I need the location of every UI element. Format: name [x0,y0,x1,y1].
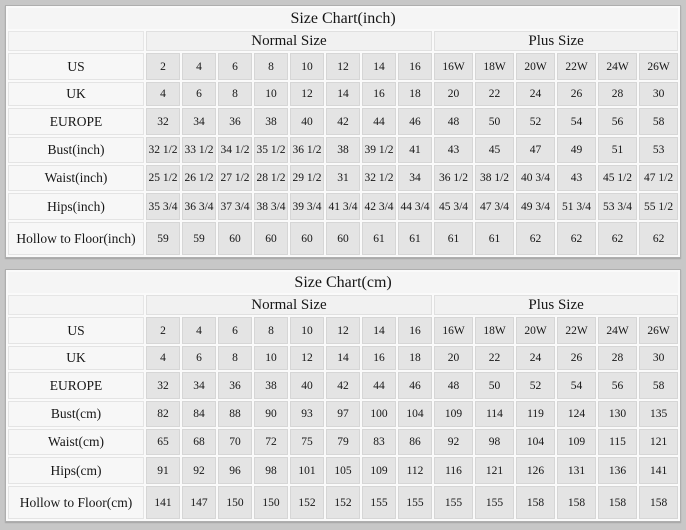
size-cell: 62 [516,222,555,255]
size-cell: 70 [218,429,252,455]
size-cell: 82 [146,401,180,427]
size-cell: 35 3/4 [146,193,180,220]
size-cell: 124 [557,401,596,427]
size-cell: 88 [218,401,252,427]
size-cell: 27 1/2 [218,165,252,191]
group-header-plus-size: Plus Size [434,295,678,315]
size-cell: 20W [516,317,555,344]
size-cell: 28 [598,346,637,370]
size-cell: 56 [598,372,637,399]
size-cell: 55 1/2 [639,193,678,220]
size-cell: 158 [639,486,678,519]
size-cell: 141 [639,457,678,484]
size-cell: 35 1/2 [254,137,288,163]
size-cell: 6 [218,317,252,344]
size-cell: 10 [290,53,324,80]
table-row [8,317,678,344]
size-cell: 68 [182,429,216,455]
size-cell: 121 [475,457,514,484]
size-cell: 4 [182,53,216,80]
size-cell: 47 [516,137,555,163]
size-cell: 79 [326,429,360,455]
size-cell: 136 [598,457,637,484]
size-cell: 98 [475,429,514,455]
size-cell: 28 1/2 [254,165,288,191]
size-cell: 38 3/4 [254,193,288,220]
size-cell: 62 [557,222,596,255]
size-cell: 40 [290,372,324,399]
size-cell: 92 [182,457,216,484]
row-label: US [8,53,144,80]
size-cell: 84 [182,401,216,427]
size-cell: 45 1/2 [598,165,637,191]
row-label: Bust(inch) [8,137,144,163]
size-cell: 16 [362,82,396,106]
table-row [8,137,678,163]
size-cell: 41 3/4 [326,193,360,220]
table-row [8,429,678,455]
size-cell: 104 [516,429,555,455]
size-cell: 6 [182,82,216,106]
size-cell: 24W [598,53,637,80]
size-cell: 116 [434,457,473,484]
table-title: Size Chart(inch) [8,8,678,29]
size-cell: 92 [434,429,473,455]
size-cell: 121 [639,429,678,455]
size-cell: 8 [254,53,288,80]
row-label: Waist(cm) [8,429,144,455]
size-cell: 20 [434,346,473,370]
size-cell: 29 1/2 [290,165,324,191]
row-label: Hips(inch) [8,193,144,220]
table-row [8,346,678,370]
size-cell: 40 3/4 [516,165,555,191]
size-cell: 34 [182,372,216,399]
size-cell: 43 [434,137,473,163]
size-cell: 51 [598,137,637,163]
size-cell: 155 [398,486,432,519]
size-cell: 18 [398,82,432,106]
size-cell: 20 [434,82,473,106]
size-cell: 61 [475,222,514,255]
table-row [8,457,678,484]
size-cell: 152 [290,486,324,519]
size-cell: 42 [326,108,360,135]
size-cell: 22 [475,82,514,106]
size-cell: 48 [434,372,473,399]
size-cell: 36 [218,108,252,135]
size-cell: 39 3/4 [290,193,324,220]
size-cell: 155 [434,486,473,519]
size-cell: 61 [362,222,396,255]
size-cell: 18 [398,346,432,370]
table-row [8,53,678,80]
size-cell: 2 [146,317,180,344]
table-row [8,372,678,399]
size-cell: 109 [362,457,396,484]
group-header-plus-size: Plus Size [434,31,678,51]
size-cell: 150 [254,486,288,519]
row-label: EUROPE [8,372,144,399]
size-cell: 14 [326,346,360,370]
size-cell: 26 [557,82,596,106]
size-cell: 60 [326,222,360,255]
size-cell: 62 [639,222,678,255]
size-cell: 109 [434,401,473,427]
size-cell: 147 [182,486,216,519]
corner-cell [8,295,144,315]
size-cell: 42 [326,372,360,399]
size-cell: 16W [434,317,473,344]
row-label: US [8,317,144,344]
size-cell: 60 [254,222,288,255]
size-cell: 47 1/2 [639,165,678,191]
size-cell: 16 [362,346,396,370]
size-cell: 104 [398,401,432,427]
size-cell: 65 [146,429,180,455]
size-cell: 32 1/2 [362,165,396,191]
size-cell: 16 [398,53,432,80]
table-row [8,401,678,427]
size-cell: 109 [557,429,596,455]
size-cell: 119 [516,401,555,427]
size-cell: 83 [362,429,396,455]
size-cell: 54 [557,372,596,399]
size-cell: 22W [557,53,596,80]
size-cell: 41 [398,137,432,163]
size-cell: 46 [398,372,432,399]
size-cell: 20W [516,53,555,80]
size-cell: 60 [218,222,252,255]
size-cell: 18W [475,53,514,80]
size-cell: 46 [398,108,432,135]
size-cell: 155 [475,486,514,519]
table-row [8,486,678,519]
size-cell: 50 [475,108,514,135]
size-cell: 14 [326,82,360,106]
size-cell: 26 1/2 [182,165,216,191]
size-cell: 12 [326,317,360,344]
size-cell: 44 [362,372,396,399]
size-cell: 51 3/4 [557,193,596,220]
size-cell: 100 [362,401,396,427]
size-cell: 49 3/4 [516,193,555,220]
size-cell: 36 [218,372,252,399]
size-cell: 131 [557,457,596,484]
size-cell: 61 [398,222,432,255]
size-cell: 50 [475,372,514,399]
size-cell: 158 [598,486,637,519]
size-cell: 24 [516,346,555,370]
size-cell: 22W [557,317,596,344]
size-cell: 112 [398,457,432,484]
size-cell: 8 [254,317,288,344]
size-cell: 72 [254,429,288,455]
size-cell: 2 [146,53,180,80]
size-cell: 38 [254,108,288,135]
size-cell: 28 [598,82,637,106]
size-cell: 59 [146,222,180,255]
size-cell: 130 [598,401,637,427]
group-header-normal-size: Normal Size [146,31,432,51]
size-cell: 12 [326,53,360,80]
size-cell: 8 [218,82,252,106]
size-cell: 32 [146,372,180,399]
size-cell: 6 [182,346,216,370]
row-label: EUROPE [8,108,144,135]
size-cell: 91 [146,457,180,484]
size-cell: 42 3/4 [362,193,396,220]
size-chart-cm-table [5,269,681,522]
row-label: Hollow to Floor(inch) [8,222,144,255]
size-cell: 90 [254,401,288,427]
size-cell: 52 [516,372,555,399]
row-label: Hollow to Floor(cm) [8,486,144,519]
size-cell: 44 3/4 [398,193,432,220]
size-cell: 32 1/2 [146,137,180,163]
size-cell: 86 [398,429,432,455]
size-cell: 16W [434,53,473,80]
size-cell: 22 [475,346,514,370]
size-cell: 39 1/2 [362,137,396,163]
size-cell: 53 3/4 [598,193,637,220]
size-cell: 18W [475,317,514,344]
size-cell: 155 [362,486,396,519]
size-cell: 24W [598,317,637,344]
size-cell: 97 [326,401,360,427]
corner-cell [8,31,144,51]
size-cell: 10 [290,317,324,344]
size-cell: 37 3/4 [218,193,252,220]
size-cell: 59 [182,222,216,255]
group-header-normal-size: Normal Size [146,295,432,315]
table-row [8,222,678,255]
table-row [8,165,678,191]
size-cell: 32 [146,108,180,135]
size-cell: 10 [254,346,288,370]
size-cell: 16 [398,317,432,344]
size-cell: 53 [639,137,678,163]
size-cell: 52 [516,108,555,135]
size-cell: 25 1/2 [146,165,180,191]
size-cell: 30 [639,346,678,370]
size-cell: 135 [639,401,678,427]
size-cell: 38 [326,137,360,163]
size-cell: 58 [639,108,678,135]
size-cell: 115 [598,429,637,455]
size-cell: 105 [326,457,360,484]
size-cell: 36 1/2 [434,165,473,191]
size-cell: 26 [557,346,596,370]
size-cell: 47 3/4 [475,193,514,220]
size-cell: 61 [434,222,473,255]
table-gap [5,258,681,269]
size-cell: 126 [516,457,555,484]
size-cell: 98 [254,457,288,484]
size-cell: 14 [362,53,396,80]
row-label: Waist(inch) [8,165,144,191]
size-cell: 31 [326,165,360,191]
size-cell: 34 [398,165,432,191]
size-cell: 44 [362,108,396,135]
size-cell: 45 3/4 [434,193,473,220]
table-row [8,193,678,220]
size-cell: 152 [326,486,360,519]
size-cell: 101 [290,457,324,484]
size-cell: 10 [254,82,288,106]
size-cell: 96 [218,457,252,484]
size-cell: 4 [146,82,180,106]
size-cell: 6 [218,53,252,80]
size-cell: 14 [362,317,396,344]
size-cell: 43 [557,165,596,191]
size-cell: 30 [639,82,678,106]
size-cell: 26W [639,317,678,344]
size-cell: 158 [557,486,596,519]
row-label: UK [8,346,144,370]
size-cell: 8 [218,346,252,370]
size-cell: 26W [639,53,678,80]
size-cell: 58 [639,372,678,399]
size-cell: 158 [516,486,555,519]
size-cell: 141 [146,486,180,519]
size-cell: 36 1/2 [290,137,324,163]
size-cell: 114 [475,401,514,427]
size-cell: 33 1/2 [182,137,216,163]
table-row [8,108,678,135]
size-cell: 75 [290,429,324,455]
size-cell: 12 [290,82,324,106]
size-cell: 12 [290,346,324,370]
table-row [8,82,678,106]
size-cell: 24 [516,82,555,106]
row-label: Bust(cm) [8,401,144,427]
size-cell: 62 [598,222,637,255]
row-label: Hips(cm) [8,457,144,484]
size-cell: 49 [557,137,596,163]
size-cell: 56 [598,108,637,135]
table-title: Size Chart(cm) [8,272,678,293]
size-cell: 38 1/2 [475,165,514,191]
size-cell: 38 [254,372,288,399]
row-label: UK [8,82,144,106]
size-cell: 48 [434,108,473,135]
size-cell: 36 3/4 [182,193,216,220]
size-cell: 4 [146,346,180,370]
size-cell: 45 [475,137,514,163]
size-cell: 34 [182,108,216,135]
size-cell: 60 [290,222,324,255]
size-cell: 150 [218,486,252,519]
size-chart-inch-table [5,5,681,258]
size-cell: 34 1/2 [218,137,252,163]
size-cell: 93 [290,401,324,427]
size-cell: 54 [557,108,596,135]
size-cell: 4 [182,317,216,344]
size-cell: 40 [290,108,324,135]
